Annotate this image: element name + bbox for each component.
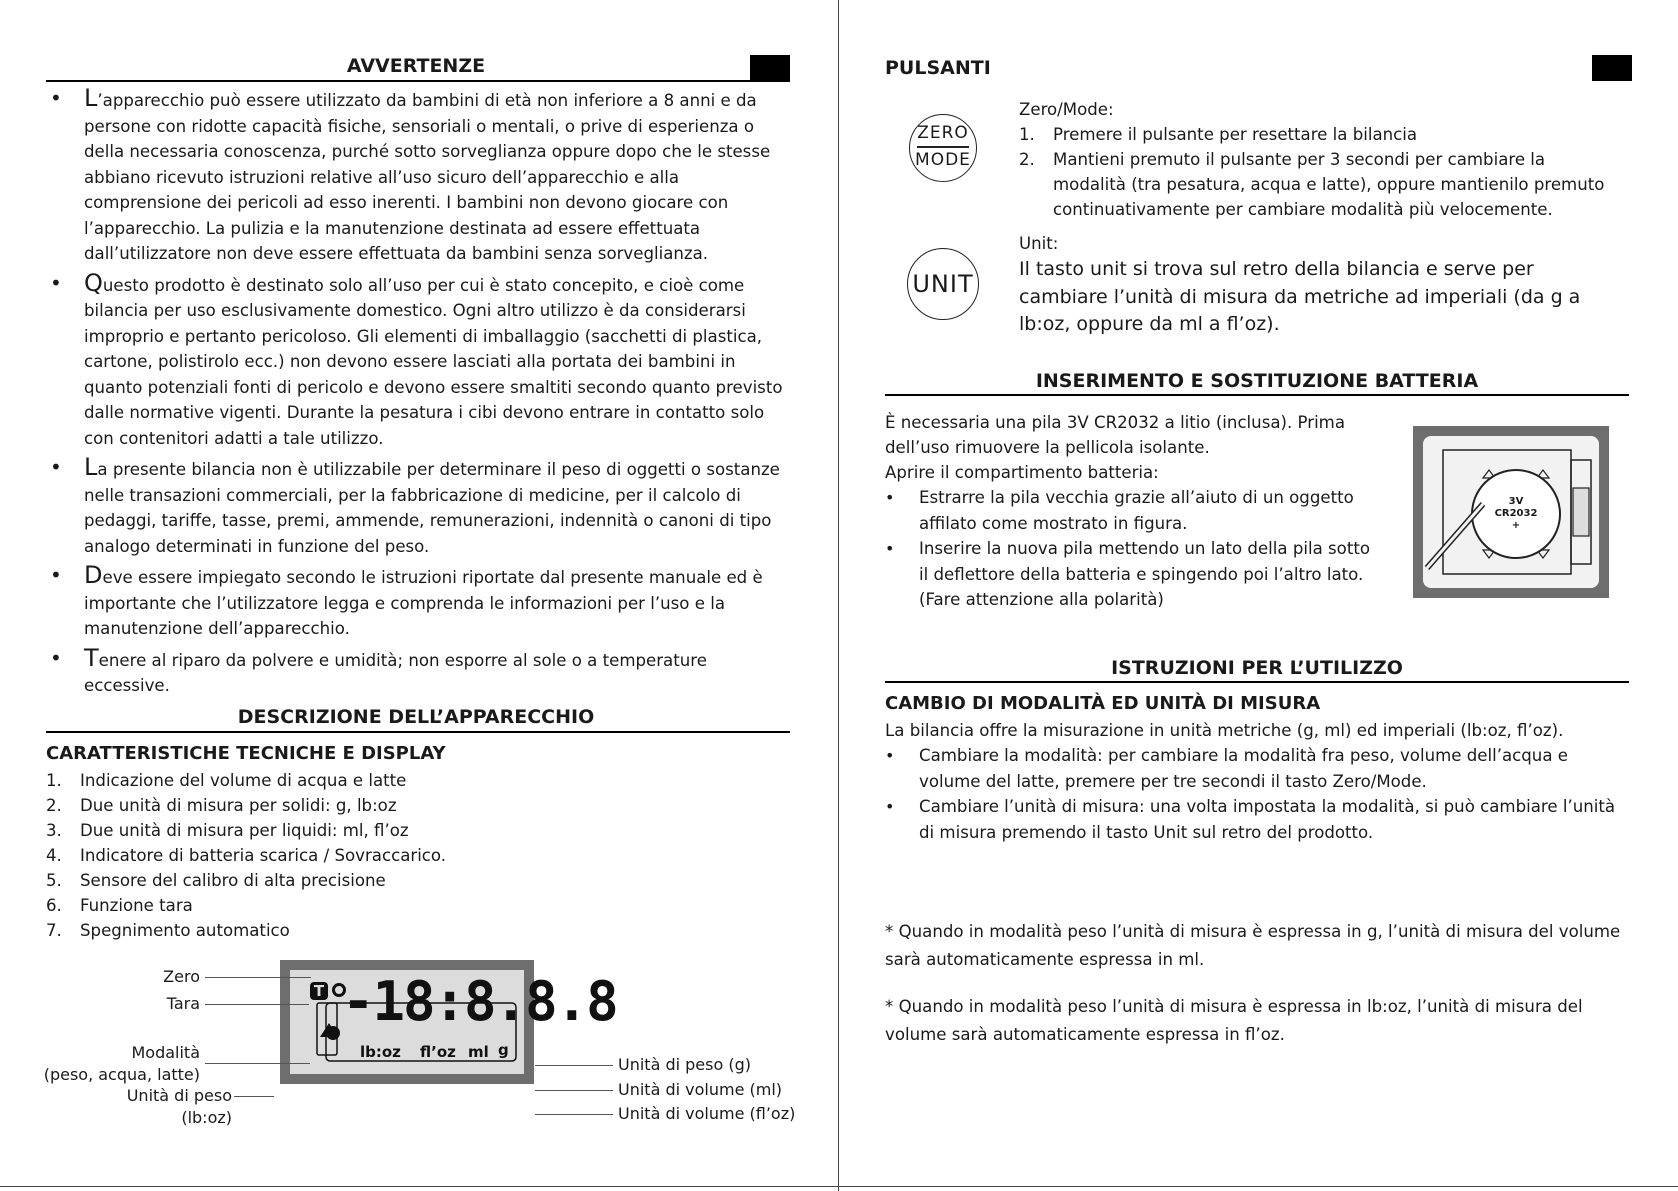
label-tara: Tara: [166, 994, 200, 1013]
label-modalita: Modalità: [131, 1043, 200, 1062]
coin-cell-label: 3V CR2032 +: [1494, 496, 1538, 531]
label-volume-ml: Unità di volume (ml): [618, 1080, 783, 1099]
zero-mode-steps: [1019, 122, 1619, 222]
warning-item: • Questo prodotto è destinato solo all’uso per cui è stato concepito, e cioè come bilancia per uso esclusivamente domestico. Ogni altro utilizzo è da considerarsi improprio e pertanto pericoloso. Gli elementi di imballaggio (sacchetti di plastica, cartone, polistirolo ecc.) non devono essere lasciati alla portata dei bambini in quanto potenziali fonti di pericolo e devono essere smaltiti secondo quanto previsto dalle normative vigenti. Durante la pesatura i cibi devono entrare in contatto solo con contenitori adatti a tale utilizzo.: [50, 268, 783, 448]
warning-item: • L’apparecchio può essere utilizzato da bambini di età non inferiore a 8 anni e da persone con ridotte capacità fisiche, sensoriali o mentali, o prive di esperienza o della necessaria conoscenza, purché sotto sorveglianza oppure dopo che le stesse abbiano ricevuto istruzioni relative all’uso sicuro dell’apparecchio e alla comprensione dei pericoli ad esso inerenti. I bambini non devono giocare con l’apparecchio. La pulizia e la manutenzione destinata ad essere effettuata dall’utilizzatore non deve essere effettuata da bambini senza sorveglianza.: [50, 84, 771, 263]
description-rule: [46, 731, 790, 733]
zero-step: 2. Mantieni premuto il pulsante per 3 secondi per cambiare la modalità (tra pesatura, acqua e latte), oppure mantienilo premuto continuativamente per cambiare modalità più velocemente.: [1019, 150, 1605, 219]
warning-item: • Deve essere impiegato secondo le istruzioni riportate dal presente manuale ed è importante che l’utilizzatore legga e comprenda le informazioni per l’uso e la manutenzione dell’apparecchio.: [50, 561, 763, 638]
leader-volume-ml: [535, 1090, 613, 1091]
usage-note-2: * Quando in modalità peso l’unità di misura è espressa in lb:oz, l’unità di misura del volume sarà automaticamente espressa in fl’oz.: [885, 997, 1583, 1044]
leader-peso-g: [535, 1065, 613, 1066]
buttons-title: PULSANTI: [885, 57, 991, 79]
spec-item: 4. Indicatore di batteria scarica / Sovraccarico.: [46, 846, 447, 865]
left-page: [0, 0, 838, 1191]
battery-intro: È necessaria una pila 3V CR2032 a litio (inclusa). Prima dell’uso rimuovere la pellicola isolante.: [885, 413, 1346, 457]
warning-item: • La presente bilancia non è utilizzabile per determinare il peso di oggetti o sostanze nelle transazioni commerciali, per la fabbricazione di medicine, per il calcolo di pedaggi, tariffe, tasse, premi, ammende, remunerazioni, indennità o canoni di tipo analogo determinati in funzione del peso.: [50, 453, 780, 556]
spec-item: 2. Due unità di misura per solidi: g, lb:oz: [46, 796, 397, 815]
spec-item: 5. Sensore del calibro di alta precisione: [46, 871, 386, 890]
lcd-unit-ml: ml: [468, 1043, 489, 1061]
warning-item: • Tenere al riparo da polvere e umidità; non esporre al sole o a temperature eccessive.: [50, 643, 707, 695]
tare-indicator: T: [310, 982, 328, 1000]
usage-title: ISTRUZIONI PER L’UTILIZZO: [1111, 657, 1403, 679]
leader-peso-lboz: [234, 1096, 274, 1097]
lcd-unit-lboz: lb:oz: [360, 1043, 401, 1061]
warnings-list: [50, 86, 790, 699]
battery-steps: [885, 485, 1375, 613]
label-volume-floz: Unità di volume (fl’oz): [618, 1104, 796, 1123]
usage-note-1: * Quando in modalità peso l’unità di misura è espressa in g, l’unità di misura del volume sarà automaticamente espressa in ml.: [885, 922, 1621, 969]
label-peso-lboz-sub: (lb:oz): [181, 1108, 232, 1127]
usage-subtitle: CAMBIO DI MODALITÀ ED UNITÀ DI MISURA: [885, 693, 1321, 714]
zero-mode-button-icon: ZERO MODE: [909, 114, 977, 182]
specs-subtitle: CARATTERISTICHE TECNICHE E DISPLAY: [46, 743, 446, 764]
battery-illustration: [1413, 426, 1609, 598]
lcd-display: [280, 960, 617, 1084]
leader-volume-floz: [535, 1114, 613, 1115]
leader-zero: [205, 977, 311, 978]
label-peso-g: Unità di peso (g): [618, 1055, 751, 1074]
zero-step: 1. Premere il pulsante per resettare la bilancia: [1019, 125, 1418, 144]
warnings-title: AVVERTENZE: [346, 55, 486, 77]
battery-open: Aprire il compartimento batteria:: [885, 463, 1159, 482]
description-title: DESCRIZIONE DELL’APPARECCHIO: [237, 706, 595, 728]
spec-item: 3. Due unità di misura per liquidi: ml, fl’oz: [46, 821, 409, 840]
unit-text: Il tasto unit si trova sul retro della bilancia e serve per cambiare l’unità di misura da metriche ad imperiali (da g a lb:oz, oppure da ml a fl’oz).: [1019, 258, 1581, 335]
battery-rule: [885, 394, 1629, 396]
usage-rule: [885, 681, 1629, 683]
usage-step: • Cambiare l’unità di misura: una volta impostata la modalità, si può cambiare l’unità di misura premendo il tasto Unit sul retro del prodotto.: [885, 797, 1616, 842]
warnings-rule: [46, 80, 790, 82]
label-zero: Zero: [163, 967, 200, 986]
battery-title: INSERIMENTO E SOSTITUZIONE BATTERIA: [1035, 370, 1479, 392]
battery-step: • Inserire la nuova pila mettendo un lato della pila sotto il deflettore della batteria e spingendo poi l’altro lato. (Fare attenzione alla polarità): [885, 539, 1370, 609]
lcd-unit-g: g: [498, 1041, 509, 1059]
spec-item: 6. Funzione tara: [46, 896, 193, 915]
spec-item: 7. Spegnimento automatico: [46, 921, 290, 940]
usage-intro: La bilancia offre la misurazione in unità metriche (g, ml) ed imperiali (lb:oz, fl’oz).: [885, 721, 1564, 740]
lcd-screen: [290, 970, 617, 1074]
zero-mode-heading: Zero/Mode:: [1019, 100, 1114, 119]
right-tab-marker: [1592, 55, 1632, 81]
specs-list: [46, 768, 786, 943]
mode-indicator: [320, 1023, 338, 1037]
unit-button-icon: UNIT: [907, 248, 979, 320]
lcd-digits: -18:8.8.8: [342, 970, 617, 1033]
unit-heading: Unit:: [1019, 234, 1059, 253]
right-page: [839, 0, 1678, 1191]
usage-step: • Cambiare la modalità: per cambiare la modalità fra peso, volume dell’acqua e volume del latte, premere per tre secondi il tasto Zero/Mode.: [885, 746, 1568, 791]
lcd-unit-floz: fl’oz: [420, 1043, 456, 1061]
leader-modalita: [205, 1063, 310, 1064]
spec-item: 1. Indicazione del volume di acqua e latte: [46, 771, 407, 790]
usage-steps: [885, 743, 1629, 845]
label-peso-lboz: Unità di peso: [126, 1086, 232, 1105]
battery-step: • Estrarre la pila vecchia grazie all’aiuto di un oggetto affilato come mostrato in figura.: [885, 488, 1354, 533]
leader-tara: [205, 1004, 309, 1005]
label-modalita-sub: (peso, acqua, latte): [43, 1065, 200, 1084]
